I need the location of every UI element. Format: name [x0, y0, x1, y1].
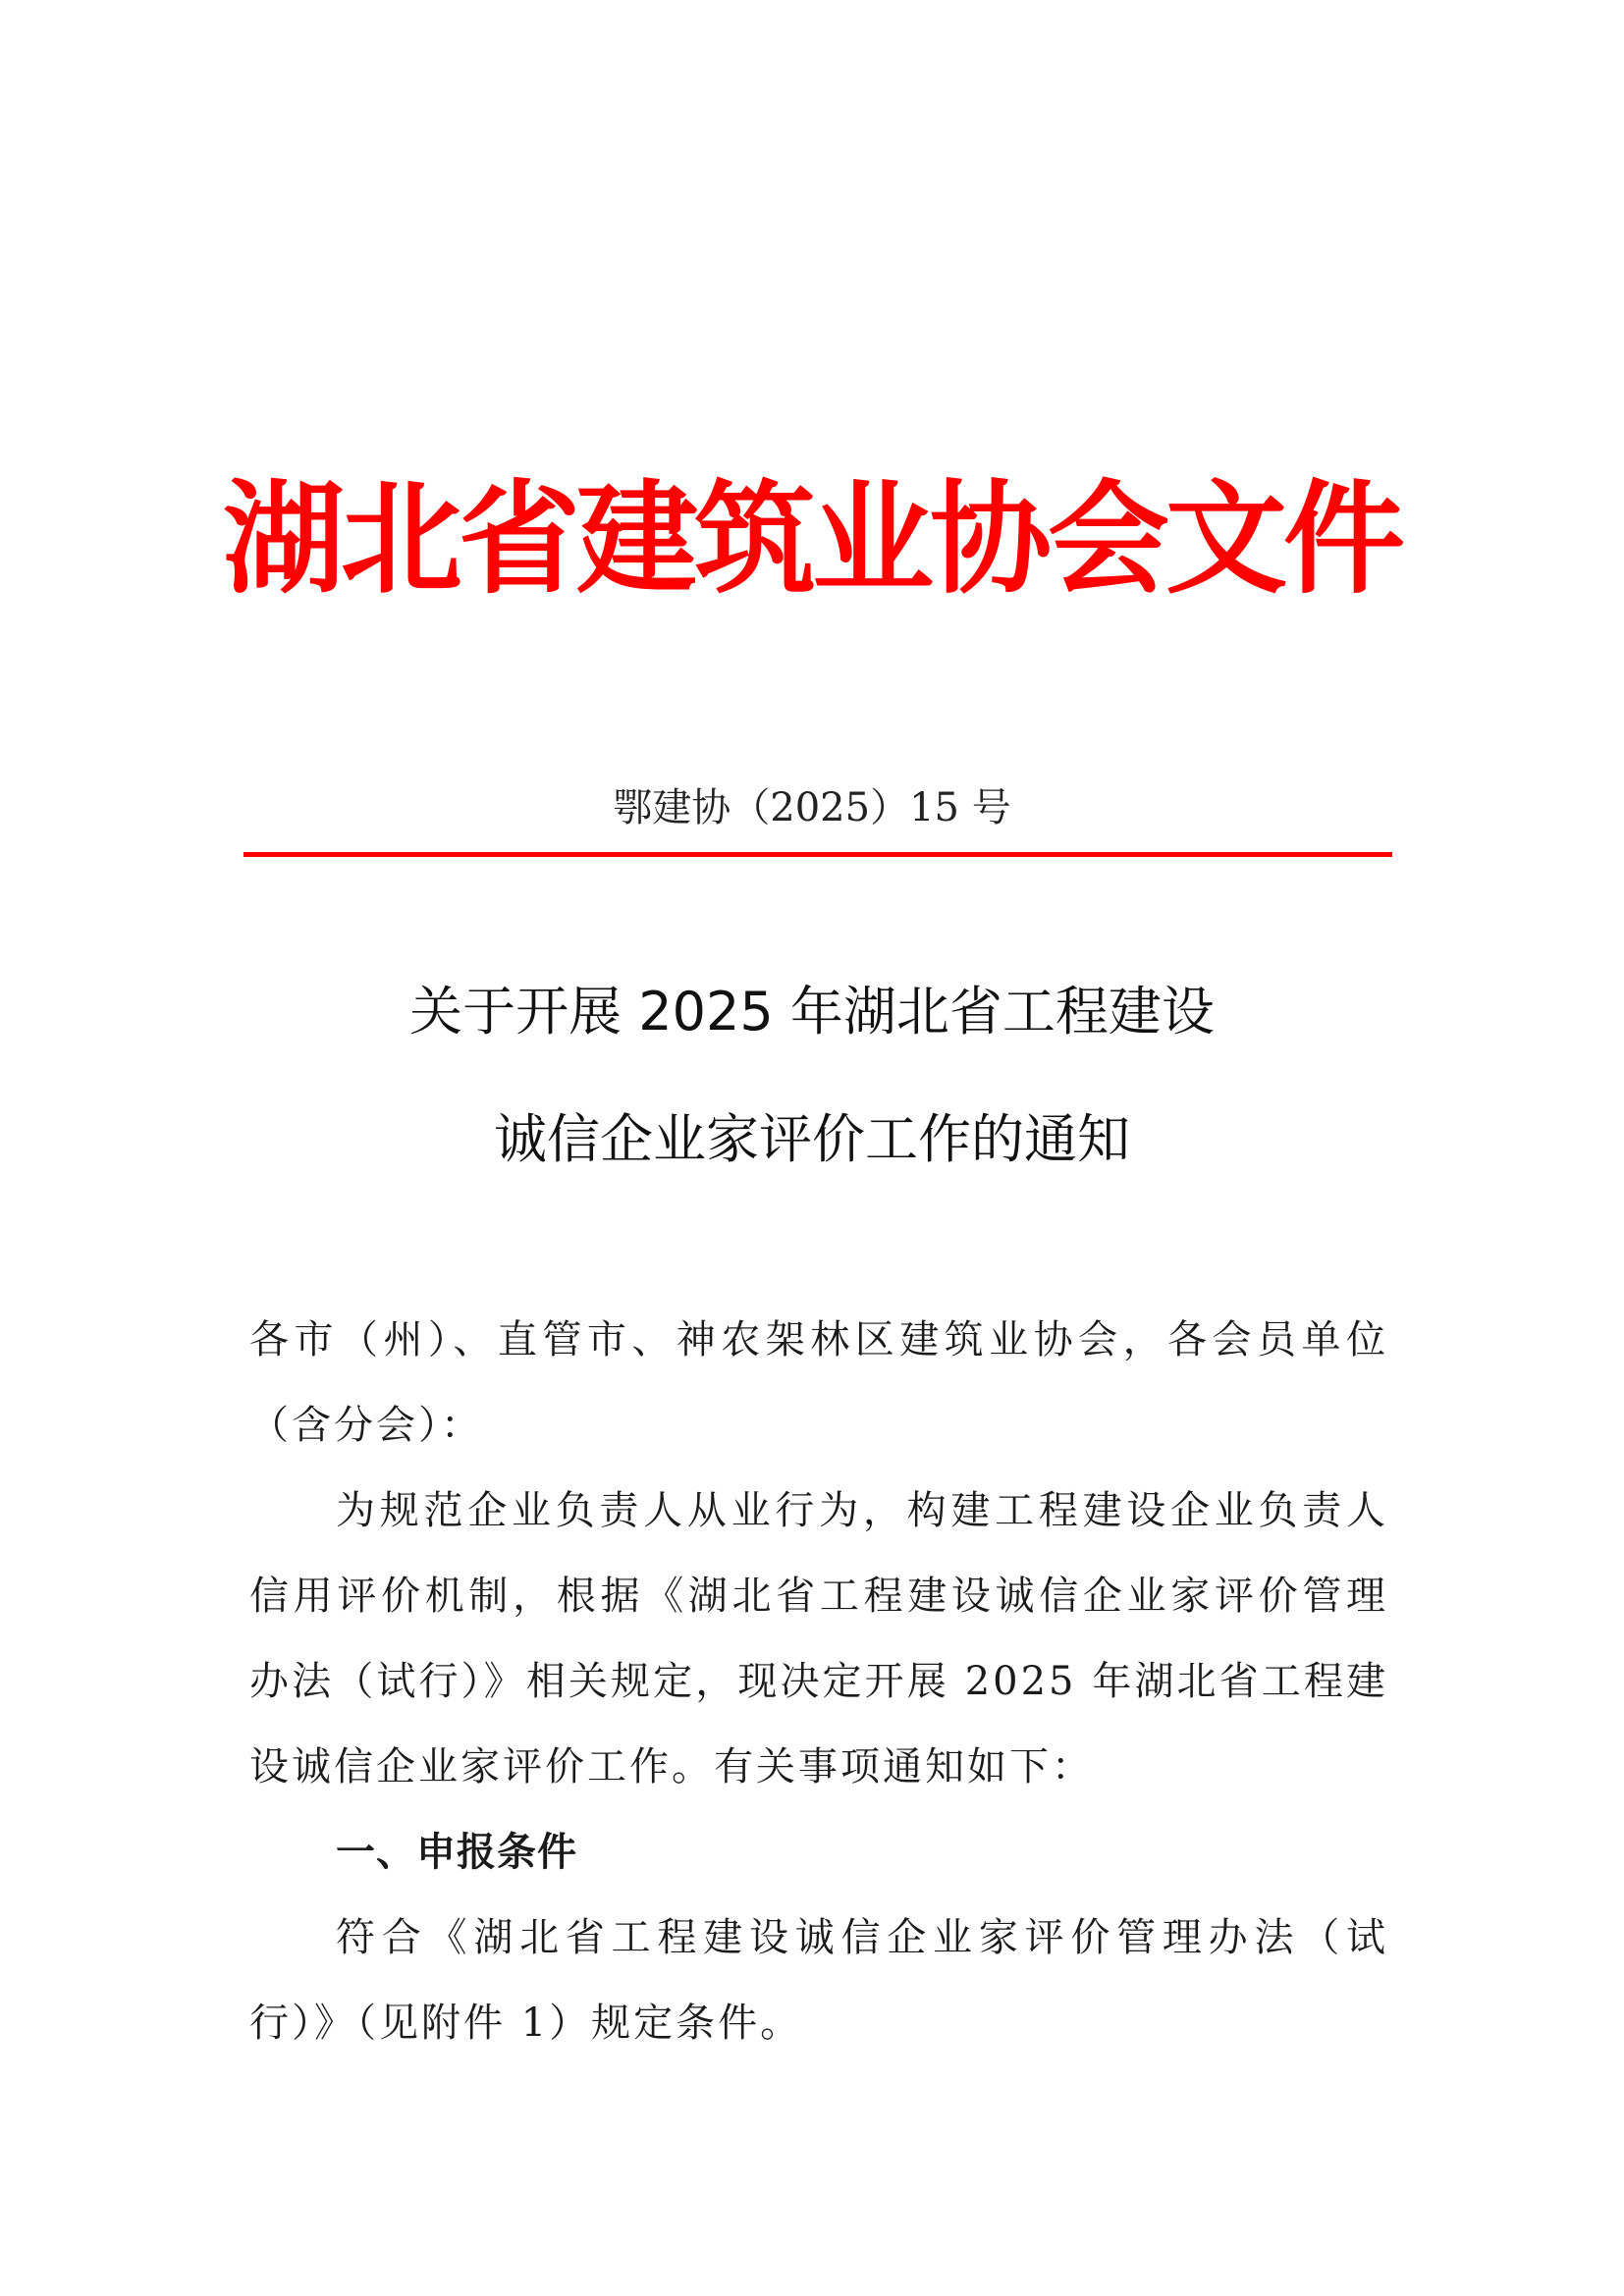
notice-title-line-2: 诚信企业家评价工作的通知	[494, 1108, 1130, 1170]
salutation: 各市（州）、直管市、神农架林区建筑业协会，各会员单位（含分会）：	[249, 1317, 1388, 1448]
document-header-title: 湖北省建筑业协会文件	[222, 469, 1401, 611]
document-body	[249, 1298, 1388, 2066]
notice-title-line-1: 关于开展 2025 年湖北省工程建设	[409, 981, 1215, 1042]
document-number: 鄂建协（2025）15 号	[613, 785, 1011, 830]
section-1-paragraph: 符合《湖北省工程建设诚信企业家评价管理办法（试行）》（见附件 1）规定条件。	[249, 1915, 1388, 2046]
section-1-heading: 一、申报条件	[336, 1830, 577, 1875]
intro-paragraph: 为规范企业负责人从业行为，构建工程建设企业负责人信用评价机制，根据《湖北省工程建设诚信企业家评价管理办法（试行）》相关规定，现决定开展 2025 年湖北省工程建设诚信企业家评价工作。有关事项通知如下：	[249, 1488, 1388, 1789]
header-divider	[244, 852, 1392, 857]
